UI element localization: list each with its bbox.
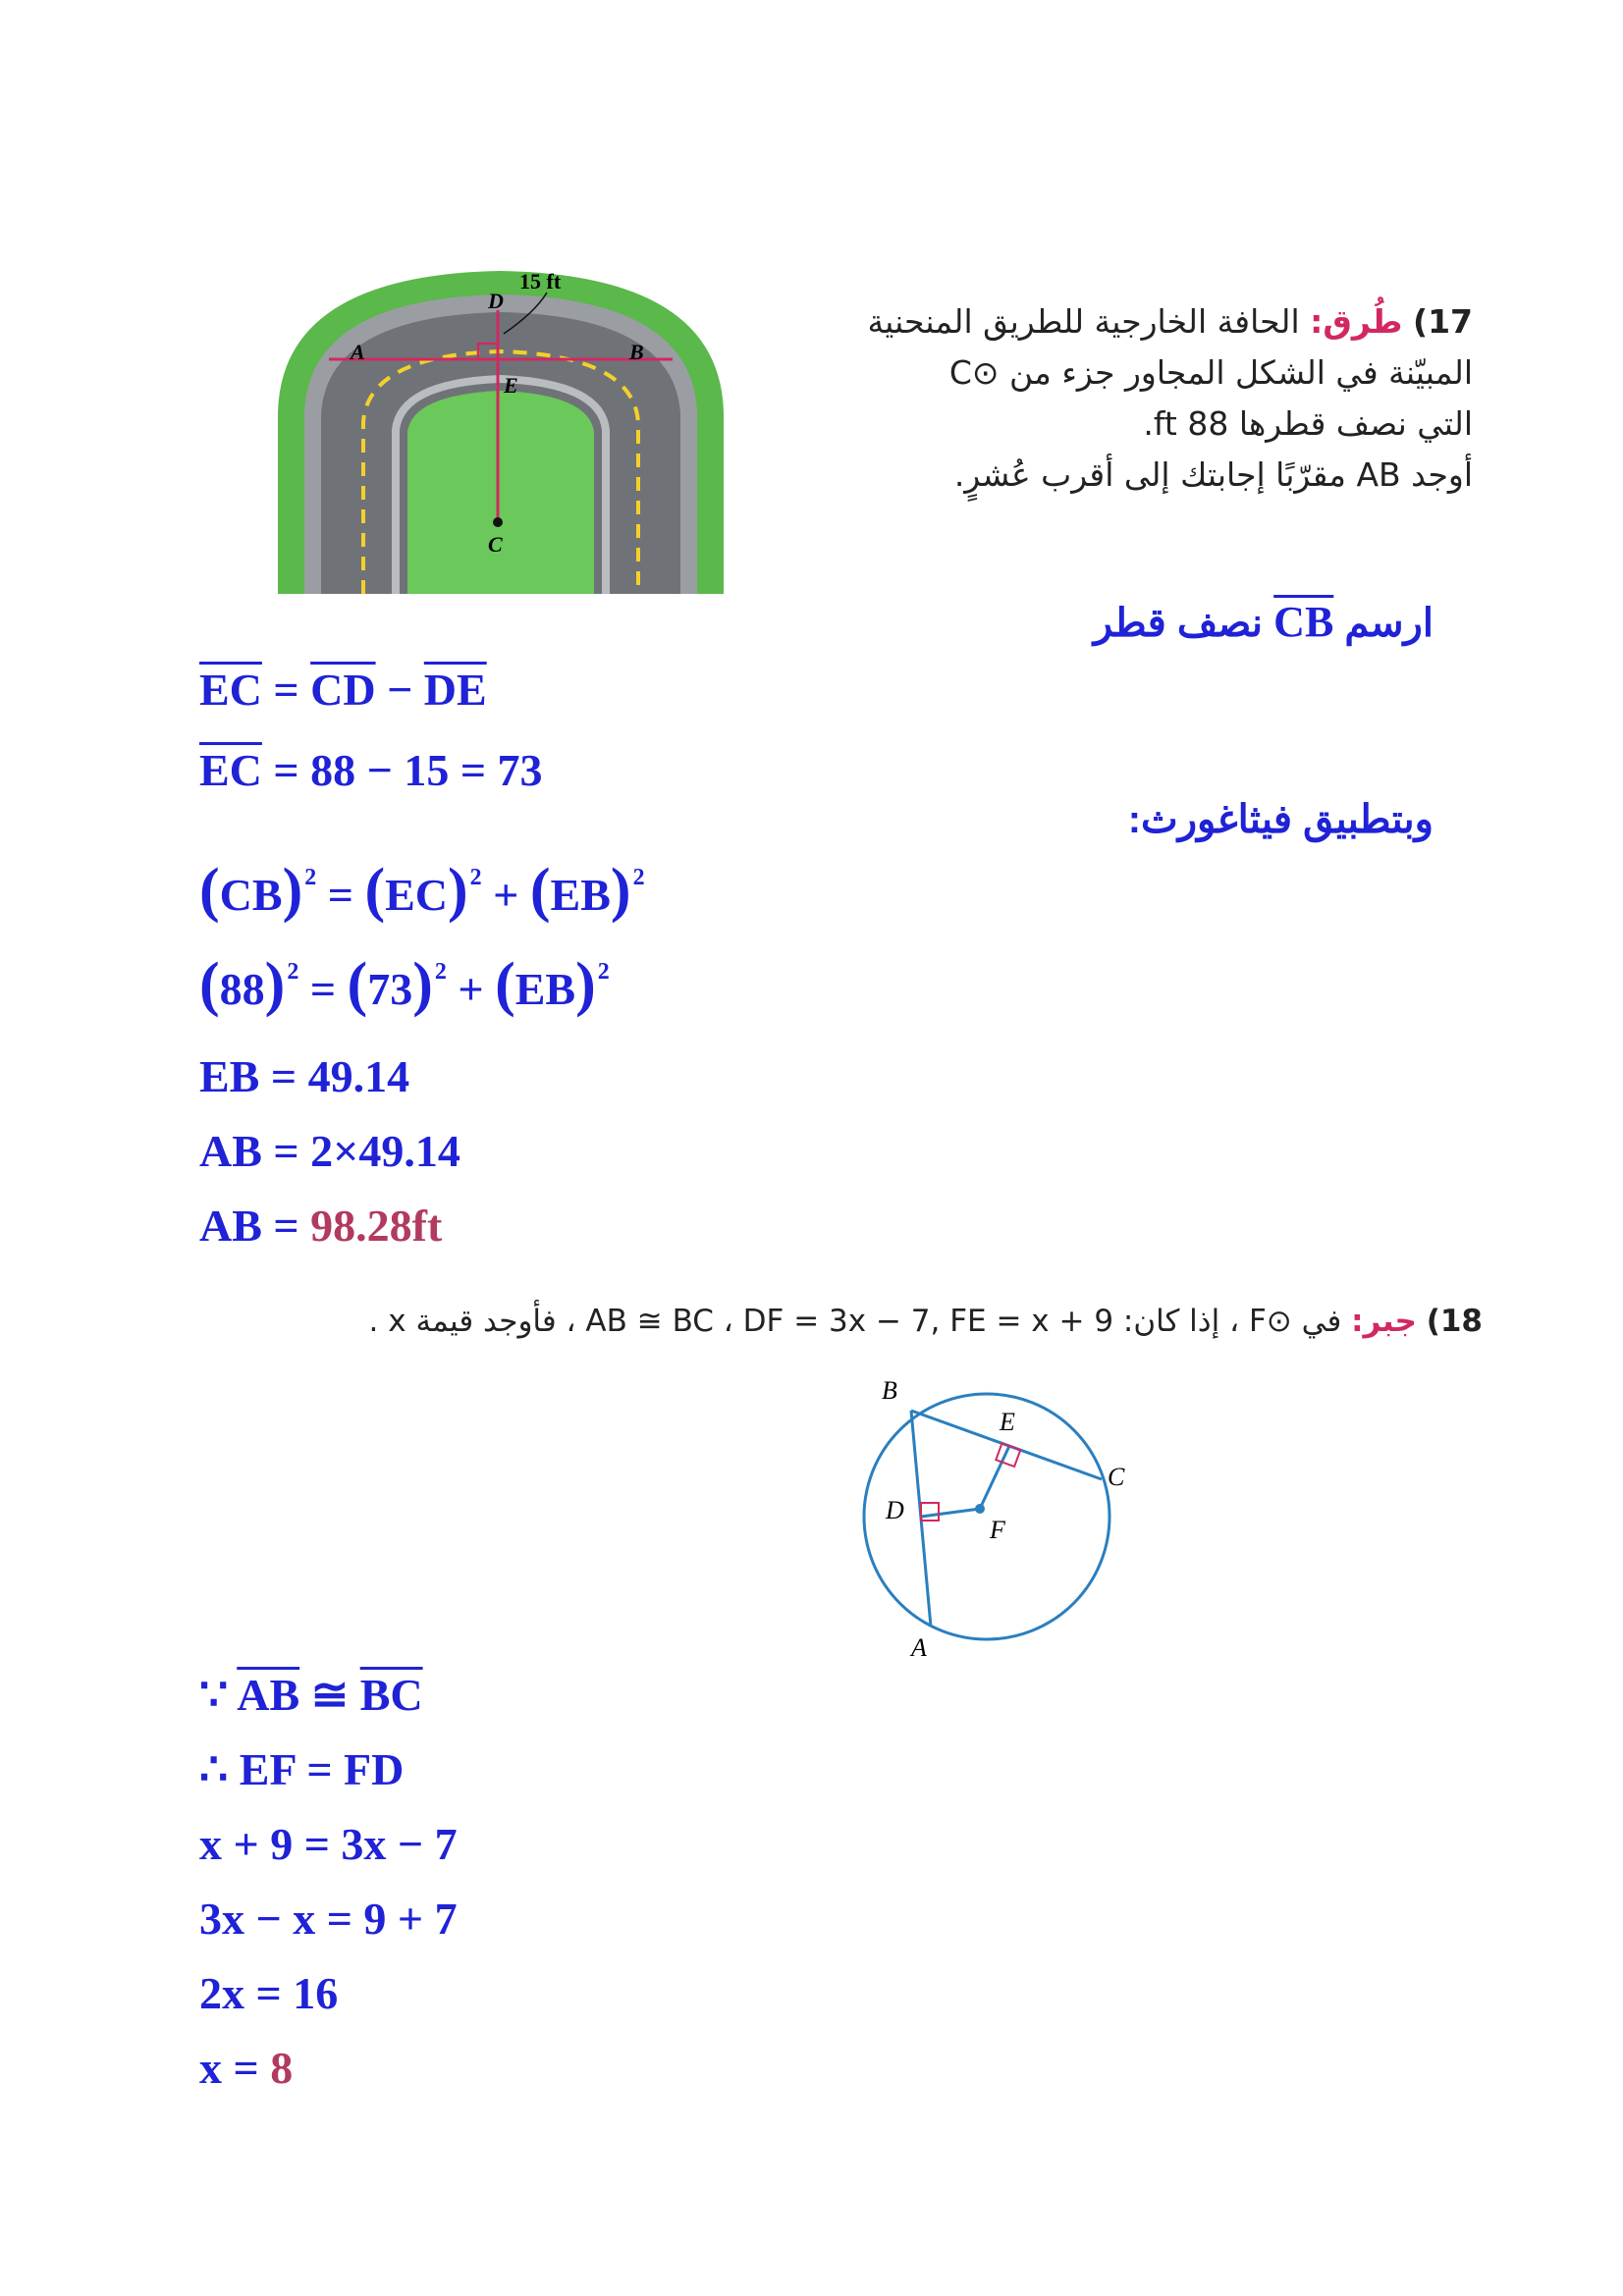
instr-draw: ارسم xyxy=(1344,602,1434,645)
term-eb: EB xyxy=(550,870,611,920)
val-73: 73 xyxy=(367,964,413,1014)
instr-seg-cb: CB xyxy=(1273,598,1334,646)
q18-text: في ⊙F ، إذا كان: AB ≅ BC ، DF = 3x − 7, FE = x + 9 ، فأوجد قيمة x . xyxy=(368,1304,1342,1339)
road-figure xyxy=(270,265,731,599)
exp-3: 2 xyxy=(632,865,645,890)
exp-4: 2 xyxy=(287,959,299,985)
label-a: A xyxy=(351,340,365,364)
exp-5: 2 xyxy=(434,959,447,985)
eq-eb-result: EB = 49.14 xyxy=(199,1051,410,1101)
seg-ec-2: $\overline{EC}$ xyxy=(199,745,262,795)
q17-title: طُرق: xyxy=(1310,302,1403,341)
exp-6: 2 xyxy=(597,959,610,985)
minus-sign: − xyxy=(375,665,424,715)
q18-number: 18) xyxy=(1426,1304,1483,1339)
label-a: A xyxy=(911,1633,927,1662)
q17-text-line1: الحافة الخارجية للطريق المنحنية xyxy=(867,302,1300,341)
ec-rhs: = 88 − 15 = 73 xyxy=(261,745,543,795)
q17-line2: المبيّنة في الشكل المجاور جزء من ⊙C xyxy=(948,353,1473,392)
center-f-dot xyxy=(975,1504,985,1514)
step-given xyxy=(199,1670,423,1720)
step-answer xyxy=(199,2043,294,2093)
instruction-pythagoras: وبتطبيق فيثاغورث: xyxy=(1127,798,1434,841)
label-f: F xyxy=(990,1516,1005,1544)
val-88: 88 xyxy=(219,964,265,1014)
x-answer: 8 xyxy=(270,2043,294,2093)
label-e: E xyxy=(1000,1408,1015,1436)
eq-ec-value xyxy=(199,745,543,795)
step-equation: x + 9 = 3x − 7 xyxy=(199,1819,458,1869)
seg-cd: $\overline{CD}$ xyxy=(310,665,376,715)
segment-fd xyxy=(921,1509,980,1517)
label-d: D xyxy=(488,289,504,313)
seg-bc: $\overline{BC}$ xyxy=(359,1670,423,1720)
q17-line4: أوجد AB مقرّبًا إجابتك إلى أقرب عُشرٍ. xyxy=(953,455,1473,494)
ab-final-answer: 98.28ft xyxy=(310,1201,443,1251)
label-c: C xyxy=(1108,1463,1125,1491)
because-symbol: ∵ xyxy=(199,1670,238,1720)
eq-sign: = xyxy=(261,665,311,715)
seg-de: $\overline{DE}$ xyxy=(423,665,487,715)
label-e: E xyxy=(504,373,518,398)
label-c: C xyxy=(488,532,503,557)
step-rearrange: 3x − x = 9 + 7 xyxy=(199,1894,458,1944)
congruent-symbol: ≅ xyxy=(299,1670,360,1720)
right-angle-d xyxy=(921,1503,939,1521)
label-b: B xyxy=(882,1376,897,1405)
exp-1: 2 xyxy=(304,865,317,890)
q18-title: جبر: xyxy=(1351,1304,1417,1339)
inner-grass xyxy=(407,391,594,594)
label-b: B xyxy=(629,340,644,364)
q17-line3: التي نصف قطرها 88 ft. xyxy=(1143,404,1473,443)
step-ef-fd: ∴ EF = FD xyxy=(199,1744,405,1794)
instruction-draw-radius xyxy=(884,597,1434,647)
label-15ft: 15 ft xyxy=(519,269,562,294)
x-lhs: x = xyxy=(199,2043,271,2093)
segment-fe xyxy=(980,1446,1009,1509)
ab-final-lhs: AB = xyxy=(199,1201,311,1251)
step-simplify: 2x = 16 xyxy=(199,1968,339,2018)
eq-pythagoras-values: $(88)^2 = (73)^2 + (EB)^2$ xyxy=(199,951,610,1018)
q17-problem xyxy=(766,296,1473,501)
seg-ec: $\overline{EC}$ xyxy=(199,665,262,715)
term-ec: EC xyxy=(385,870,448,920)
label-d: D xyxy=(886,1496,904,1524)
eq-ab-product: AB = 2×49.14 xyxy=(199,1126,460,1176)
eq-ab-final xyxy=(199,1203,442,1249)
exp-2: 2 xyxy=(469,865,482,890)
term-cb: CB xyxy=(219,870,283,920)
q17-line1 xyxy=(766,296,1473,347)
val-eb: EB xyxy=(514,964,576,1014)
eq-ec-diff xyxy=(199,667,487,713)
seg-ab: $\overline{AB}$ xyxy=(237,1670,300,1720)
center-c-dot xyxy=(493,517,503,527)
q17-number: 17) xyxy=(1412,302,1473,341)
eq-pythagoras: (CB)$^2$ = (EC)$^2$ + (EB)$^2$ xyxy=(199,857,645,924)
instr-radius: نصف قطر xyxy=(1093,602,1264,645)
q18-problem xyxy=(137,1304,1483,1339)
circle-figure xyxy=(844,1369,1159,1664)
